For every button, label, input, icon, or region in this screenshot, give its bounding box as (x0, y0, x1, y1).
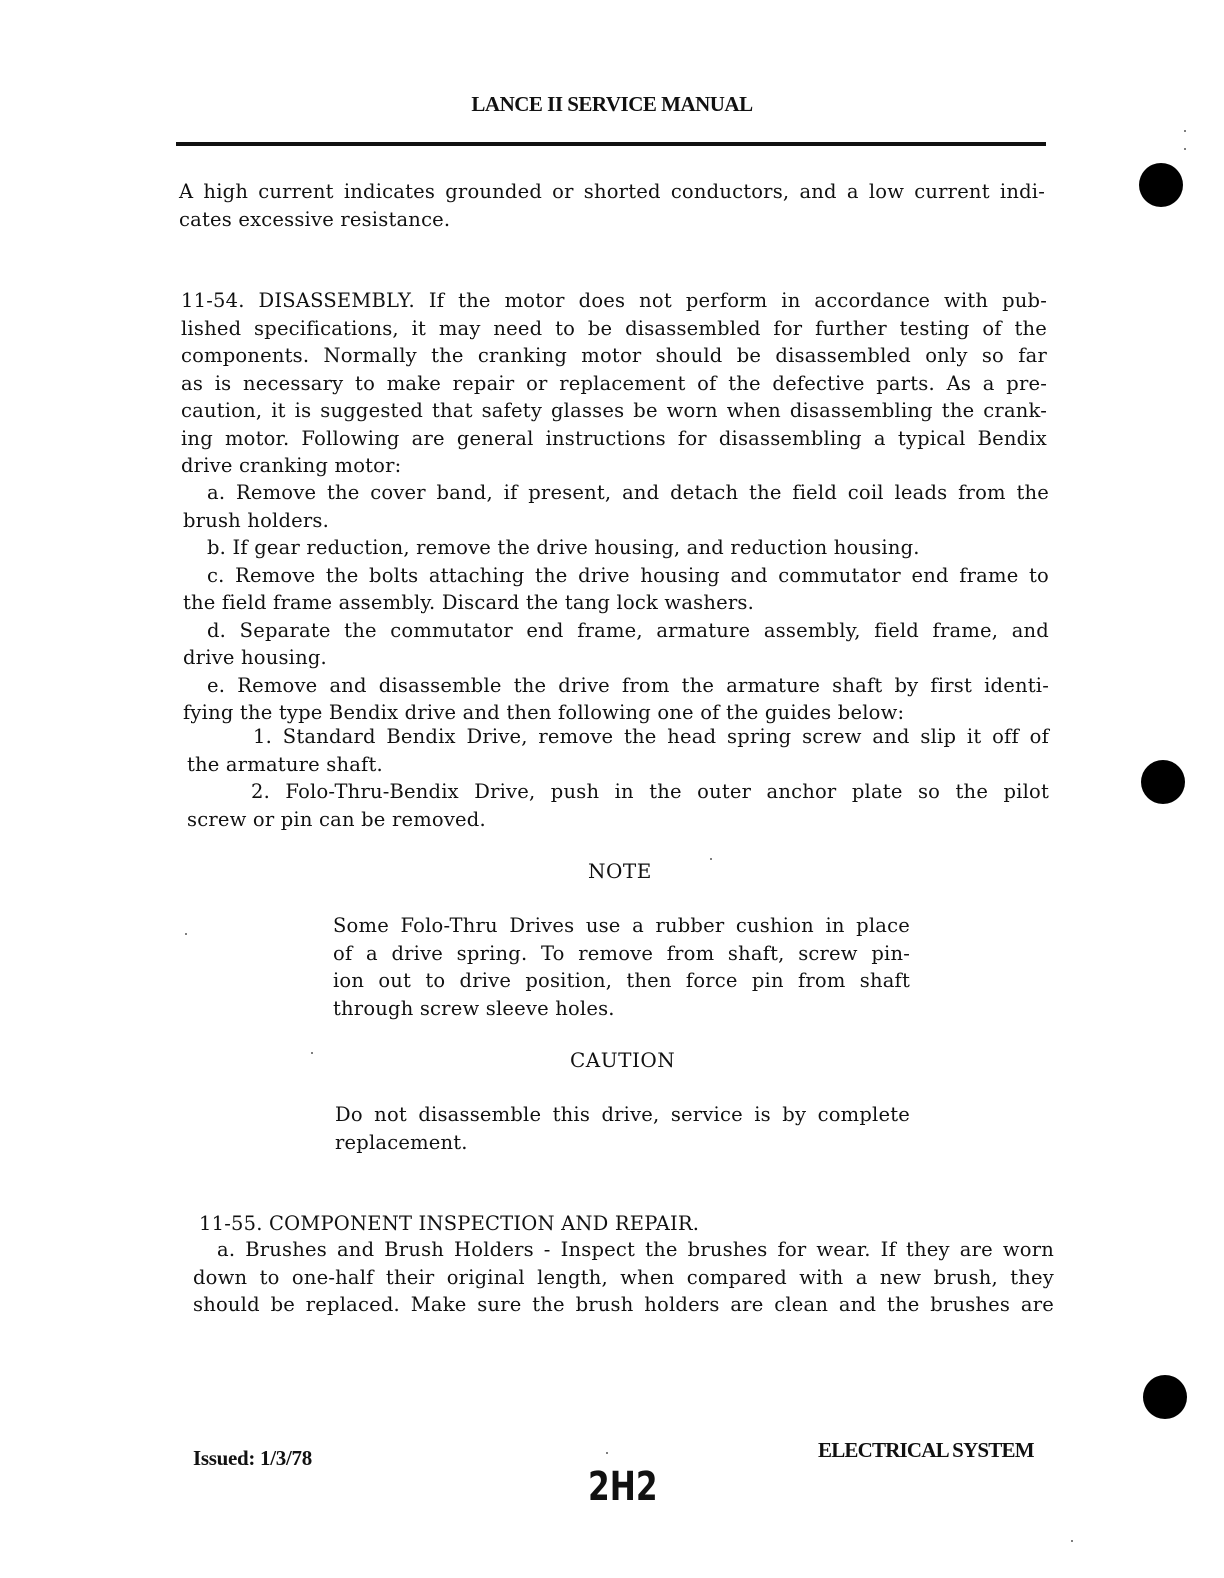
step-c-first: c. Remove the bolts attaching the drive housing and commutator end frame to (207, 563, 1049, 587)
disassembly-line: ing motor. Following are general instructions for disassembling a typical Bendix (181, 426, 1047, 450)
disassembly-line: lished specifications, it may need to be disassembled for further testing of the (181, 316, 1047, 340)
step-a-first: a. Remove the cover band, if present, and detach the field coil leads from the (207, 481, 1049, 504)
scan-speck (311, 1052, 313, 1054)
inspection-line: a. Brushes and Brush Holders - Inspect the brushes for wear. If they are worn (217, 1238, 1054, 1261)
guide-2-rest: screw or pin can be removed. (187, 807, 486, 831)
step-c-rest: the field frame assembly. Discard the tang lock washers. (183, 591, 754, 614)
binder-hole-bottom (1143, 1375, 1187, 1419)
bendix-guides (187, 723, 1049, 833)
caution-line: Do not disassemble this drive, service is by complete (335, 1103, 910, 1126)
binder-hole-top (1139, 163, 1183, 207)
step-d-first: d. Separate the commutator end frame, armature assembly, field frame, and (207, 618, 1049, 642)
caution-heading: CAUTION (570, 1048, 676, 1072)
guide-1-rest: the armature shaft. (187, 752, 383, 776)
disassembly-line: caution, it is suggested that safety glasses be worn when disassembling the crank- (181, 399, 1047, 422)
step-e-first: e. Remove and disassemble the drive from the armature shaft by first identi- (207, 673, 1049, 697)
scan-speck (710, 858, 712, 860)
header-rule (176, 142, 1046, 146)
note-heading: NOTE (588, 859, 652, 883)
step-a-rest: brush holders. (183, 508, 330, 532)
disassembly-line: 11-54. DISASSEMBLY. If the motor does not perform in accordance with pub- (181, 289, 1047, 312)
inspection-line: down to one-half their original length, when compared with a new brush, they (193, 1265, 1054, 1289)
intro-line: cates excessive resistance. (179, 207, 451, 231)
step-b: b. If gear reduction, remove the drive housing, and reduction housing. (207, 536, 920, 559)
step-d-rest: drive housing. (183, 646, 327, 669)
binder-hole-middle (1141, 760, 1185, 804)
note-body (333, 912, 910, 1022)
scan-speck (606, 1452, 608, 1454)
inspection-paragraph (193, 1236, 1054, 1319)
inspection-heading: 11-55. COMPONENT INSPECTION AND REPAIR. (199, 1212, 700, 1235)
note-line: through screw sleeve holes. (333, 996, 615, 1020)
note-line: Some Folo-Thru Drives use a rubber cushion in place (333, 914, 910, 937)
disassembly-line: components. Normally the cranking motor should be disassembled only so far (181, 344, 1047, 367)
note-line: of a drive spring. To remove from shaft, screw pin- (333, 941, 910, 965)
disassembly-steps (183, 479, 1049, 727)
step-e-rest: fying the type Bendix drive and then following one of the guides below: (183, 701, 905, 724)
disassembly-paragraph (181, 287, 1047, 480)
page-code: 2H2 (588, 1464, 658, 1510)
guide-1-first: 1. Standard Bendix Drive, remove the head spring screw and slip it off of (253, 725, 1049, 748)
issued-date: Issued: 1/3/78 (193, 1446, 312, 1470)
disassembly-line: as is necessary to make repair or replacement of the defective parts. As a pre- (181, 371, 1047, 395)
guide-2-first: 2. Folo-Thru-Bendix Drive, push in the outer anchor plate so the pilot (251, 780, 1049, 803)
section-name: ELECTRICAL SYSTEM (818, 1438, 1034, 1462)
page-header-title: LANCE II SERVICE MANUAL (471, 92, 753, 116)
intro-paragraph (179, 178, 1045, 233)
scan-speck (1184, 130, 1186, 132)
scan-speck (185, 933, 187, 935)
caution-line: replacement. (335, 1130, 468, 1154)
scan-speck (1184, 148, 1186, 150)
caution-body (335, 1101, 910, 1156)
scan-speck (1071, 1540, 1073, 1542)
note-line: ion out to drive position, then force pin from shaft (333, 969, 910, 992)
disassembly-line: drive cranking motor: (181, 454, 402, 477)
inspection-line: should be replaced. Make sure the brush holders are clean and the brushes are (193, 1293, 1054, 1316)
intro-line: A high current indicates grounded or shorted conductors, and a low current indi- (179, 180, 1045, 203)
